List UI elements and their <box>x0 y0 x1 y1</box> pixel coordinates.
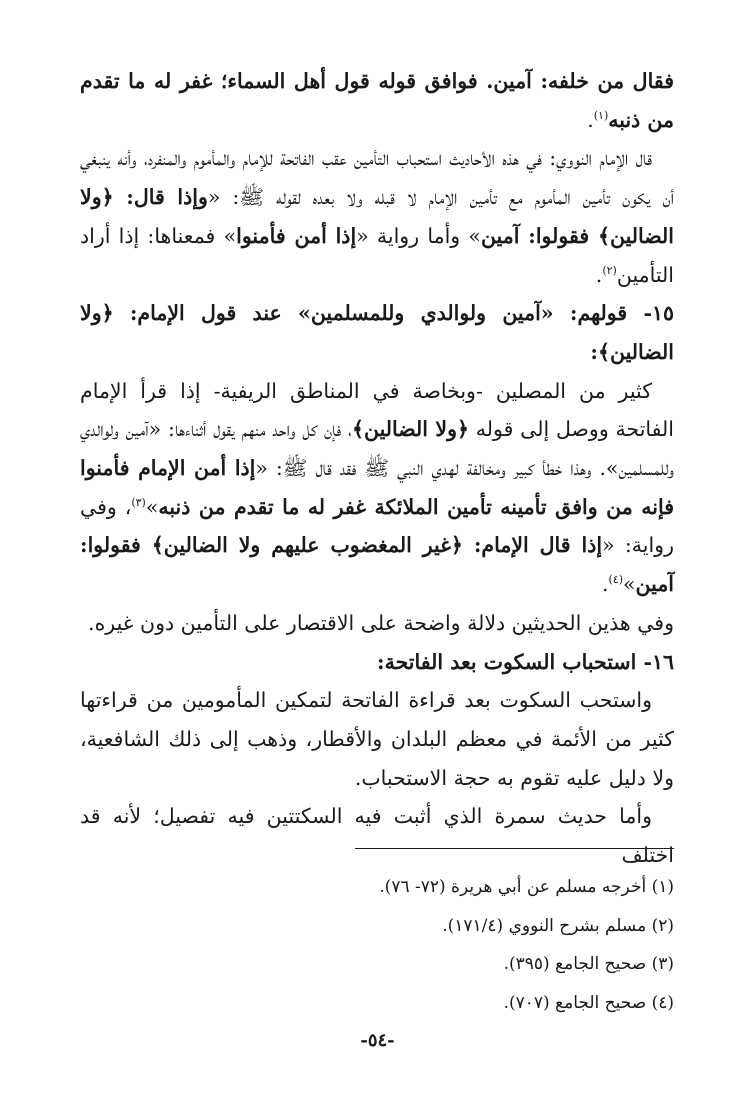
paragraph-3 <box>80 372 674 604</box>
punct: » <box>145 494 159 519</box>
section-number: ١٦- <box>643 649 674 674</box>
text-run: » وأما رواية « <box>356 223 481 248</box>
hadith-quote: إذا أمن فأمنوا <box>236 223 357 248</box>
section-title: استحباب السكوت بعد الفاتحة: <box>377 649 637 674</box>
paragraph-5: واستحب السكوت بعد قراءة الفاتحة لتمكين المأمومين من قراءتها كثير من الأئمة في معظم البلدان والأقطار، وذهب إلى ذلك الشافعية، ولا دليل عليه تقوم به حجة الاستحباب. <box>80 688 674 790</box>
text-run: قال الإمام النووي: في هذه الأحاديث استحباب التأمين عقب الفاتحة للإمام والمأموم والمنفرد، وأنه ينبغي أن يكون تأمين المأموم مع تأمين الإمام لا قبله ولا بعده لقوله ﷺ: « <box>80 146 674 210</box>
page-number: -٥٤- <box>360 1030 395 1051</box>
section-heading-16 <box>80 643 674 682</box>
text-run: » فمعناها: إذا أراد التأمين <box>80 223 674 287</box>
punct: . <box>595 262 603 287</box>
punct: » <box>622 572 636 597</box>
footnote-1: (١) أخرجه مسلم عن أبي هريرة (٧٢- ٧٦). <box>379 877 674 897</box>
footnote-separator <box>355 848 674 849</box>
paragraph-6: وأما حديث سمرة الذي أثبت فيه السكتتين فيه تفصيل؛ لأنه قد اختلف <box>80 804 674 868</box>
hadith-quote: إذا أمن الإمام فأمنوا فإنه من وافق تأمينه تأمين الملائكة غفر له ما تقدم من ذنبه <box>80 456 674 519</box>
punct: . <box>587 107 594 132</box>
footnote-ref-3: (٣) <box>131 495 146 509</box>
footnote-4: (٤) صحيح الجامع (٧٠٧). <box>503 992 674 1013</box>
footnote-2: (٢) مسلم بشرح النووي (١٧١/٤). <box>442 915 674 936</box>
hadith-quote: إذا قال الإمام: ﴿غير المغضوب عليهم ولا الضالين﴾ فقولوا: آمين <box>80 533 674 597</box>
footnotes <box>80 868 674 1022</box>
section-number: ١٥- <box>643 301 675 326</box>
footnote-ref-1: (١) <box>593 108 609 122</box>
quran-quote: ﴿ولا الضالين﴾ <box>351 417 469 442</box>
section-heading-15 <box>80 294 674 371</box>
section-title: قولهم: «آمين ولوالدي وللمسلمين» عند قول الإمام: ﴿ولا الضالين﴾: <box>80 301 674 364</box>
paragraph-1 <box>80 62 674 139</box>
text-run: ، فإن كل واحد منهم يقول أثناءها: «آمين ولوالدي وللمسلمين». وهذا خطأ كبير ومخالفة لهدي النبي ﷺ فقد قال ﷺ: « <box>80 417 674 481</box>
footnote-ref-4: (٤) <box>608 573 623 587</box>
paragraph-2 <box>80 139 674 294</box>
text-run: ، وفي رواية: « <box>80 494 674 558</box>
hadith-quote: وإذا قال: ﴿ولا الضالين﴾ فقولوا: آمين <box>80 185 675 248</box>
paragraph-4: وفي هذين الحديثين دلالة واضحة على الاقتصار على التأمين دون غيره. <box>88 610 674 635</box>
footnote-ref-2: (٢) <box>602 263 617 277</box>
main-text <box>80 62 674 875</box>
footnote-3: (٣) صحيح الجامع (٣٩٥). <box>503 954 674 974</box>
text-run: كثير من المصلين -وبخاصة في المناطق الريفية- إذا قرأ الإمام الفاتحة ووصل إلى قوله <box>80 378 674 442</box>
hadith-text: فقال من خلفه: آمين. فوافق قوله قول أهل السماء؛ غفر له ما تقدم من ذنبه <box>80 69 674 132</box>
punct: . <box>601 572 609 597</box>
